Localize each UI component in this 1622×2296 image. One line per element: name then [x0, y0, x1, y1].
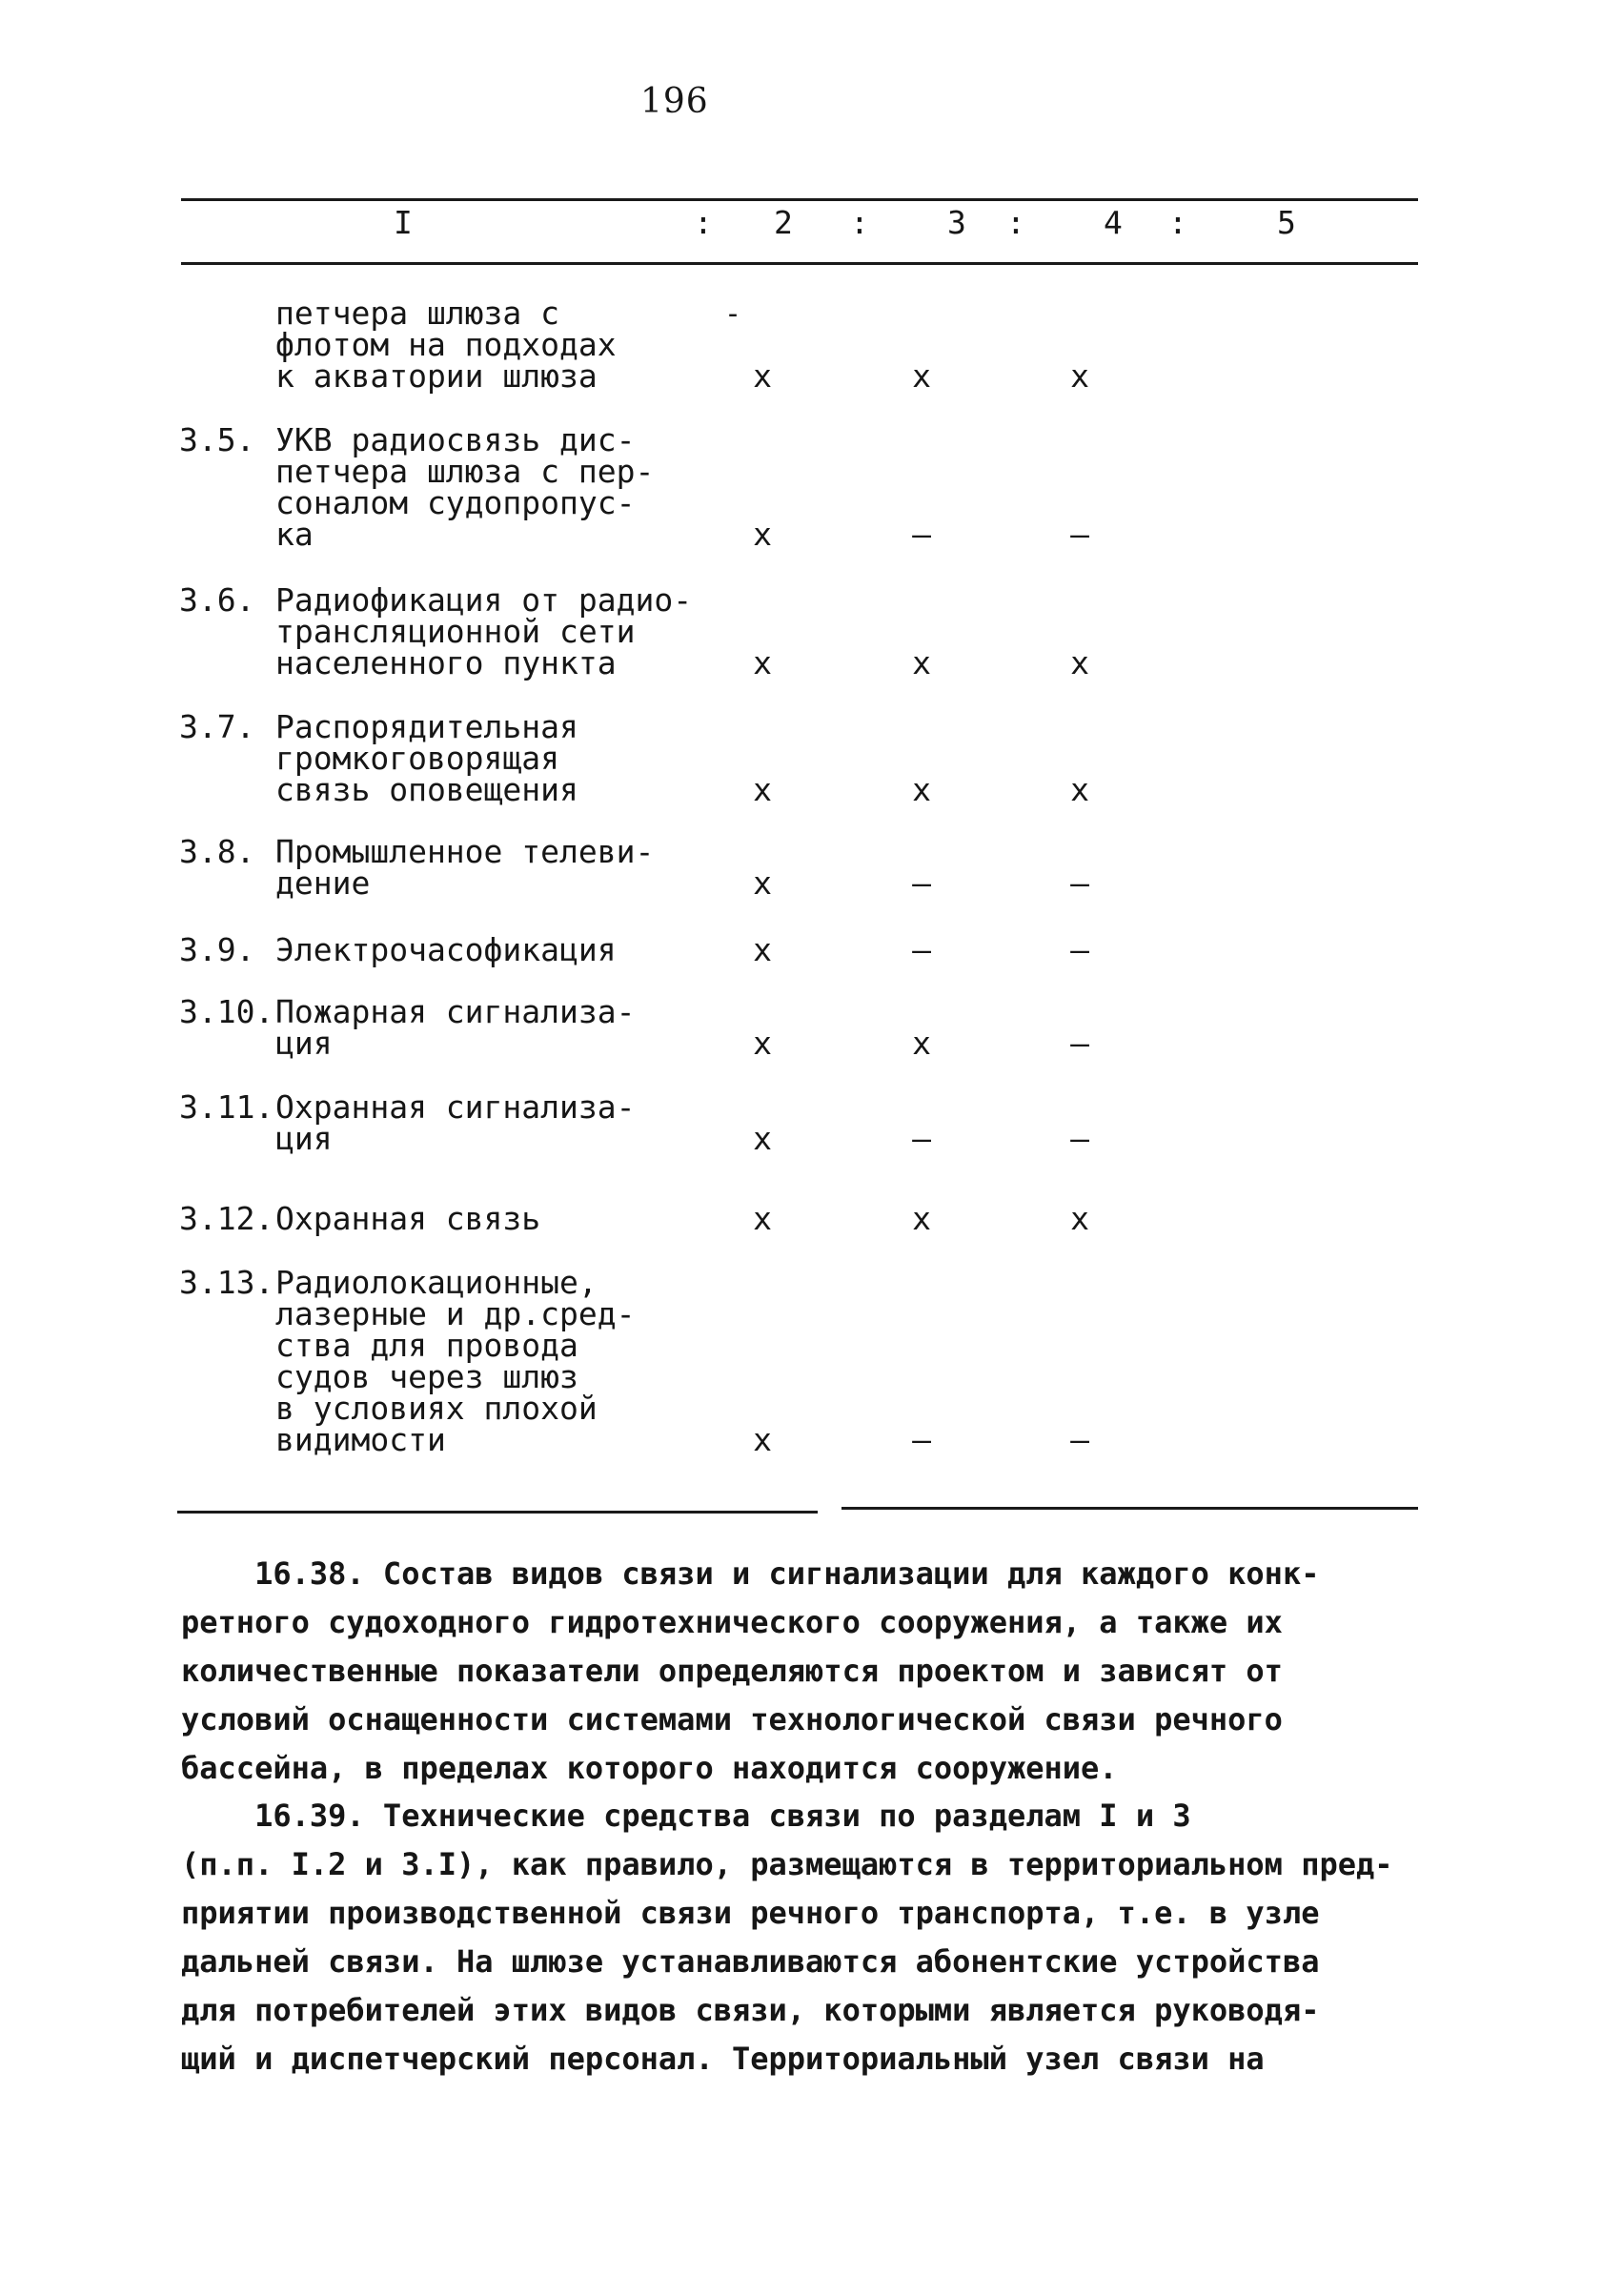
header-separator: : [694, 204, 713, 241]
row-number: 3.11. [179, 1088, 274, 1126]
cell-col-2: х [753, 1200, 772, 1237]
cell-col-3: – [912, 864, 931, 902]
table-top-rule [181, 198, 1418, 201]
row-description-line: Пожарная сигнализа- [275, 993, 636, 1030]
row-description-line: к акватории шлюза [275, 357, 598, 395]
row-number: 3.8. [179, 833, 255, 870]
cell-col-3: х [912, 771, 931, 808]
row-number: 3.12. [179, 1200, 274, 1237]
cell-col-4: х [1070, 357, 1089, 395]
row-number: 3.13. [179, 1264, 274, 1301]
cell-col-3: – [912, 1120, 931, 1157]
row-description [275, 295, 617, 395]
table-bottom-rule-right [841, 1507, 1418, 1510]
row-description [275, 421, 655, 553]
row-description-line: Радиофикация от радио- [275, 581, 693, 619]
cell-col-4: – [1070, 864, 1089, 902]
row-description-line: дение [275, 864, 371, 902]
row-description-line: в условиях плохой [275, 1390, 598, 1427]
row-description-line: громкоговорящая [275, 740, 560, 777]
paragraph-16-38: 16.38. Состав видов связи и сигнализации для каждого конк- ретного судоходного гидротехнического сооружения, а также их количественные показатели определяются проектом и зависят от условий оснащенности системами технологической связи речного бассейна, в пределах которого находится сооружение. [181, 1555, 1320, 1786]
row-description-line: ка [275, 516, 314, 553]
row-description-line: соналом судопропус- [275, 484, 636, 521]
header-separator: : [1006, 204, 1025, 241]
cell-col-3: – [912, 1421, 931, 1458]
header-col-2: 2 [774, 204, 793, 241]
row-description-line: лазерные и др.сред- [275, 1295, 636, 1332]
cell-col-4: – [1070, 1025, 1089, 1062]
row-number: 3.6. [179, 581, 255, 619]
header-separator: : [850, 204, 869, 241]
row-description-line: Распорядительная [275, 708, 578, 745]
row-description-line: Радиолокационные, [275, 1264, 598, 1301]
cell-col-3: х [912, 357, 931, 395]
header-col-3: 3 [947, 204, 966, 241]
row-description [275, 1088, 636, 1157]
row-number: 3.10. [179, 993, 274, 1030]
continuation-mark: - [724, 297, 742, 331]
row-description-line: судов через шлюз [275, 1358, 578, 1395]
cell-col-2: х [753, 1025, 772, 1062]
cell-col-2: х [753, 644, 772, 681]
row-description-line: Охранная связь [275, 1200, 541, 1237]
page-number: 196 [640, 82, 709, 121]
row-description-line: Электрочасофикация [275, 931, 617, 968]
row-description-line: ства для провода [275, 1327, 578, 1364]
cell-col-3: – [912, 931, 931, 968]
row-description-line: флотом на подходах [275, 326, 617, 363]
cell-col-2: х [753, 1120, 772, 1157]
row-description-line: ция [275, 1025, 333, 1062]
row-number: 3.7. [179, 708, 255, 745]
cell-col-2: х [753, 864, 772, 902]
cell-col-4: х [1070, 644, 1089, 681]
row-description-line: Охранная сигнализа- [275, 1088, 636, 1126]
cell-col-3: х [912, 644, 931, 681]
cell-col-3: – [912, 516, 931, 553]
header-col-5: 5 [1277, 204, 1296, 241]
row-description [275, 931, 617, 968]
cell-col-4: – [1070, 1120, 1089, 1157]
table-header-rule [181, 262, 1418, 265]
cell-col-3: х [912, 1200, 931, 1237]
row-description-line: трансляционной сети [275, 613, 636, 650]
row-description [275, 581, 693, 681]
row-number: 3.5. [179, 421, 255, 458]
table-bottom-rule-left [177, 1511, 818, 1514]
cell-col-2: х [753, 357, 772, 395]
header-col-4: 4 [1104, 204, 1123, 241]
row-description-line: видимости [275, 1421, 446, 1458]
cell-col-2: х [753, 1421, 772, 1458]
cell-col-2: х [753, 516, 772, 553]
row-description [275, 1200, 541, 1237]
header-col-1: I [394, 204, 413, 241]
row-description-line: связь оповещения [275, 771, 578, 808]
row-description-line: УКВ радиосвязь дис- [275, 421, 636, 458]
paragraph-16-39: 16.39. Технические средства связи по разделам I и 3 (п.п. I.2 и 3.I), как правило, размещаются в территориальном пред- приятии производственной связи речного транспорта, т.е. в узле дальней связи. На шлюзе устанавливаются абонентские устройства для потребителей этих видов связи, которыми является руководя- щий и диспетчерский персонал. Территориальный узел связи на [181, 1798, 1393, 2077]
cell-col-4: – [1070, 931, 1089, 968]
cell-col-2: х [753, 771, 772, 808]
table-header-row [181, 204, 1420, 252]
row-description-line: ция [275, 1120, 333, 1157]
row-description-line: Промышленное телеви- [275, 833, 655, 870]
row-description [275, 993, 636, 1062]
cell-col-4: – [1070, 516, 1089, 553]
cell-col-4: х [1070, 1200, 1089, 1237]
row-description-line: петчера шлюза с пер- [275, 453, 655, 490]
row-description-line: петчера шлюза с [275, 295, 560, 332]
row-description-line: населенного пункта [275, 644, 617, 681]
cell-col-4: – [1070, 1421, 1089, 1458]
cell-col-3: х [912, 1025, 931, 1062]
cell-col-4: х [1070, 771, 1089, 808]
row-description [275, 833, 655, 902]
row-description [275, 708, 578, 808]
row-number: 3.9. [179, 931, 255, 968]
header-separator: : [1168, 204, 1187, 241]
cell-col-2: х [753, 931, 772, 968]
row-description [275, 1264, 636, 1458]
